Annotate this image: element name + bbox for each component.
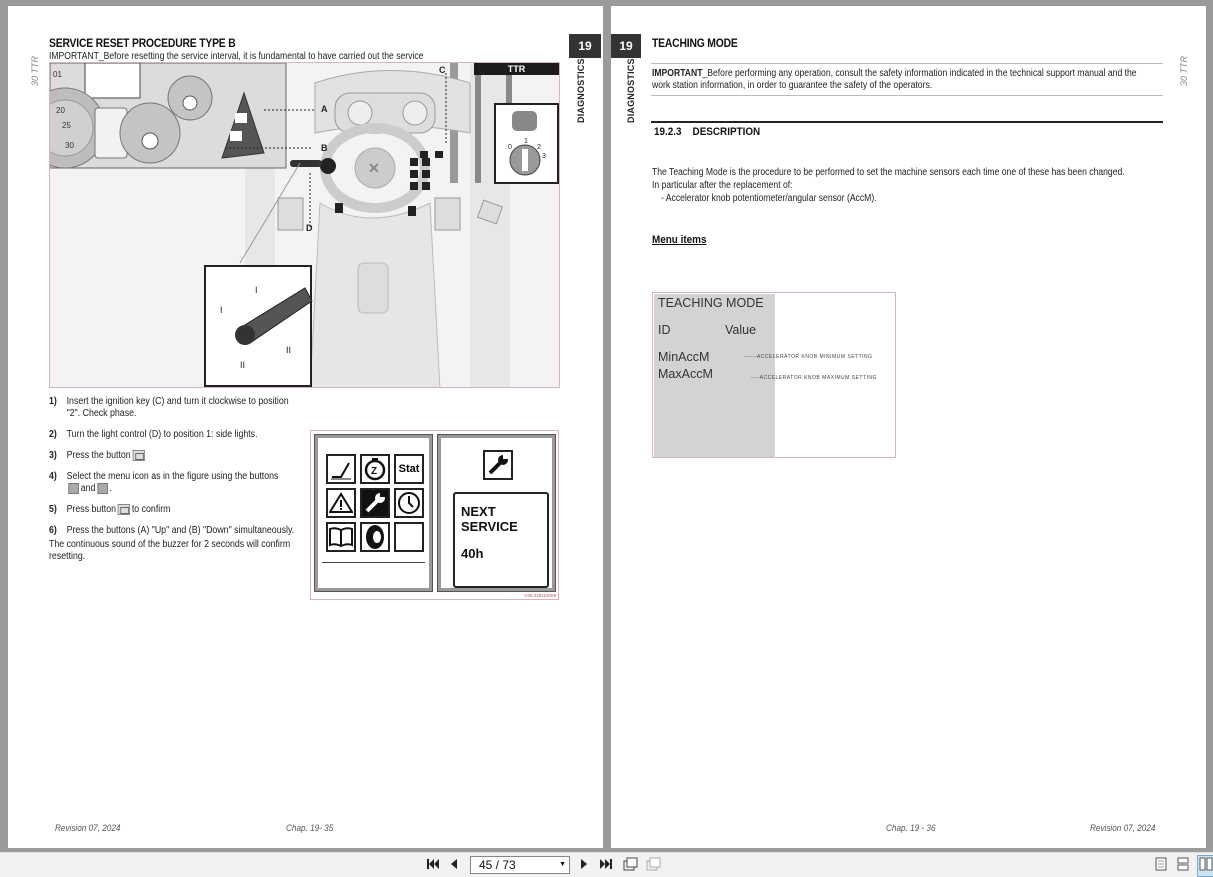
- empty-cell: [394, 522, 424, 552]
- section-heading: 19.2.3 DESCRIPTION: [654, 126, 761, 138]
- menu-button-icon: [132, 450, 144, 461]
- gauge-num-20: 20: [56, 106, 65, 115]
- row-max-desc: ----ACCELERATOR KNOB MAXIMUM SETTING: [751, 375, 877, 381]
- switch-pos-0: 0: [508, 144, 512, 151]
- switch-pos-3: 3: [542, 153, 546, 160]
- step-5: 5) Press button to confirm: [49, 504, 171, 516]
- row-max-acc: MaxAccM: [658, 367, 713, 381]
- up-button-icon: [97, 483, 108, 494]
- side-label: 30 TTR: [30, 55, 40, 86]
- footer-chapter: Chap. 19 - 36: [886, 823, 936, 834]
- timer-icon: [360, 454, 390, 484]
- description-line-2: In particular after the replacement of:: [652, 180, 793, 191]
- viewer-toolbar: [0, 852, 1213, 877]
- buzzer-note: The continuous sound of the buzzer for 2 seconds will confirm resetting.: [49, 539, 291, 563]
- switch-pos-1: 1: [524, 138, 528, 145]
- column-value: Value: [725, 323, 757, 337]
- chapter-tab-label: DIAGNOSTICS: [576, 58, 586, 123]
- dropdown-arrow-icon: ▼: [559, 861, 566, 868]
- stat-label: Stat: [398, 463, 420, 475]
- first-page-icon[interactable]: [426, 857, 440, 875]
- description-line-1: The Teaching Mode is the procedure to be performed to set the machine sensors each time one of these has been changed.: [652, 167, 1125, 178]
- step-4: 4) Select the menu icon as in the figure using the buttons and .: [49, 471, 279, 495]
- stat-cell: [394, 454, 424, 484]
- wrench-icon-selected: [360, 488, 390, 518]
- prev-page-icon[interactable]: [449, 857, 459, 875]
- page-title: SERVICE RESET PROCEDURE TYPE B: [49, 38, 236, 50]
- model-label: TTR: [474, 63, 559, 75]
- clock-icon: [394, 488, 424, 518]
- seat-icon: [326, 454, 356, 484]
- copy-view-icon[interactable]: [645, 857, 661, 875]
- procedure-steps: [49, 396, 307, 563]
- gauge-num-30: 30: [65, 141, 74, 150]
- important-note: IMPORTANT_Before performing any operation, consult the safety information indicated in the technical support manual and the work station information, in order to guarantee the safety of the operators.: [652, 68, 1137, 91]
- stalk-mark-ii-low: II: [240, 360, 246, 370]
- column-id: ID: [658, 323, 671, 337]
- callout-d: D: [306, 223, 313, 233]
- next-service-box: [453, 492, 549, 588]
- footer-chapter: Chap. 19- 35: [286, 823, 334, 834]
- stalk-mark-ii: II: [286, 345, 292, 355]
- callout-b: B: [321, 143, 328, 153]
- left-page: [8, 6, 603, 848]
- tyre-icon: [360, 522, 390, 552]
- important-rule: [651, 95, 1163, 96]
- single-page-view-icon[interactable]: [1155, 857, 1167, 875]
- row-min-desc: ------ACCELERATOR KNOB MINIMUM SETTING: [744, 354, 873, 360]
- gauge-num-01: 01: [53, 70, 62, 79]
- step-3: 3) Press the button: [49, 450, 304, 462]
- callout-a: A: [321, 104, 328, 114]
- confirm-button-icon: [118, 504, 130, 515]
- page-title: TEACHING MODE: [652, 38, 738, 50]
- side-label: 30 TTR: [1179, 55, 1189, 86]
- teaching-mode-header: TEACHING MODE: [658, 296, 764, 310]
- row-min-acc: MinAccM: [658, 350, 710, 364]
- menu-display: [315, 435, 432, 591]
- chapter-number-tab: 19: [611, 34, 641, 58]
- callout-c: C: [439, 65, 446, 75]
- stalk-mark-i-top: I: [255, 285, 258, 295]
- tractor-cab-illustration: [49, 62, 560, 388]
- gauge-num-25: 25: [62, 121, 71, 130]
- warning-icon: [326, 488, 356, 518]
- wrench-icon: [483, 450, 513, 480]
- continuous-view-icon[interactable]: [1177, 857, 1189, 875]
- description-line-3: - Accelerator knob potentiometer/angular sensor (AccM).: [661, 193, 877, 204]
- page-number-select[interactable]: [470, 856, 570, 874]
- rotate-view-icon[interactable]: [622, 857, 638, 875]
- next-page-icon[interactable]: [579, 857, 589, 875]
- section-rule: [651, 121, 1163, 123]
- step-1: 1) Insert the ignition key (C) and turn it clockwise to position "2". Check phase.: [49, 396, 289, 419]
- last-page-icon[interactable]: [599, 857, 613, 875]
- chapter-tab-label: DIAGNOSTICS: [626, 58, 636, 123]
- svg-text:✕: ✕: [368, 160, 380, 176]
- title-rule: [651, 63, 1163, 64]
- step-6: 6) Press the buttons (A) "Up" and (B) "Down" simultaneously.: [49, 525, 295, 537]
- down-button-icon: [68, 483, 79, 494]
- cab-drawing: [50, 63, 560, 388]
- figure-code: C06.430110008: [524, 593, 556, 598]
- important-note: IMPORTANT_Before resetting the service interval, it is fundamental to have carried out the service: [49, 51, 424, 62]
- menu-divider: [322, 562, 425, 563]
- book-icon: [326, 522, 356, 552]
- two-page-view-icon[interactable]: [1197, 855, 1213, 877]
- teaching-mode-screen: [652, 292, 896, 458]
- step-2: 2) Turn the light control (D) to position 1: side lights.: [49, 429, 258, 440]
- service-display: [438, 435, 555, 591]
- footer-revision: Revision 07, 2024: [1090, 823, 1156, 834]
- stalk-mark-i: I: [220, 305, 223, 315]
- switch-pos-2: 2: [537, 144, 541, 151]
- service-hours: 40h: [461, 546, 484, 561]
- next-service-line1: NEXT: [461, 504, 496, 519]
- svg-text:Z: Z: [371, 466, 378, 477]
- footer-revision: Revision 07, 2024: [55, 823, 121, 834]
- page-indicator: 45 / 73: [479, 858, 516, 872]
- right-page: [611, 6, 1206, 848]
- menu-items-heading: Menu items: [652, 234, 707, 246]
- chapter-number-tab: 19: [569, 34, 601, 58]
- next-service-line2: SERVICE: [461, 519, 518, 534]
- display-figure: [310, 430, 559, 600]
